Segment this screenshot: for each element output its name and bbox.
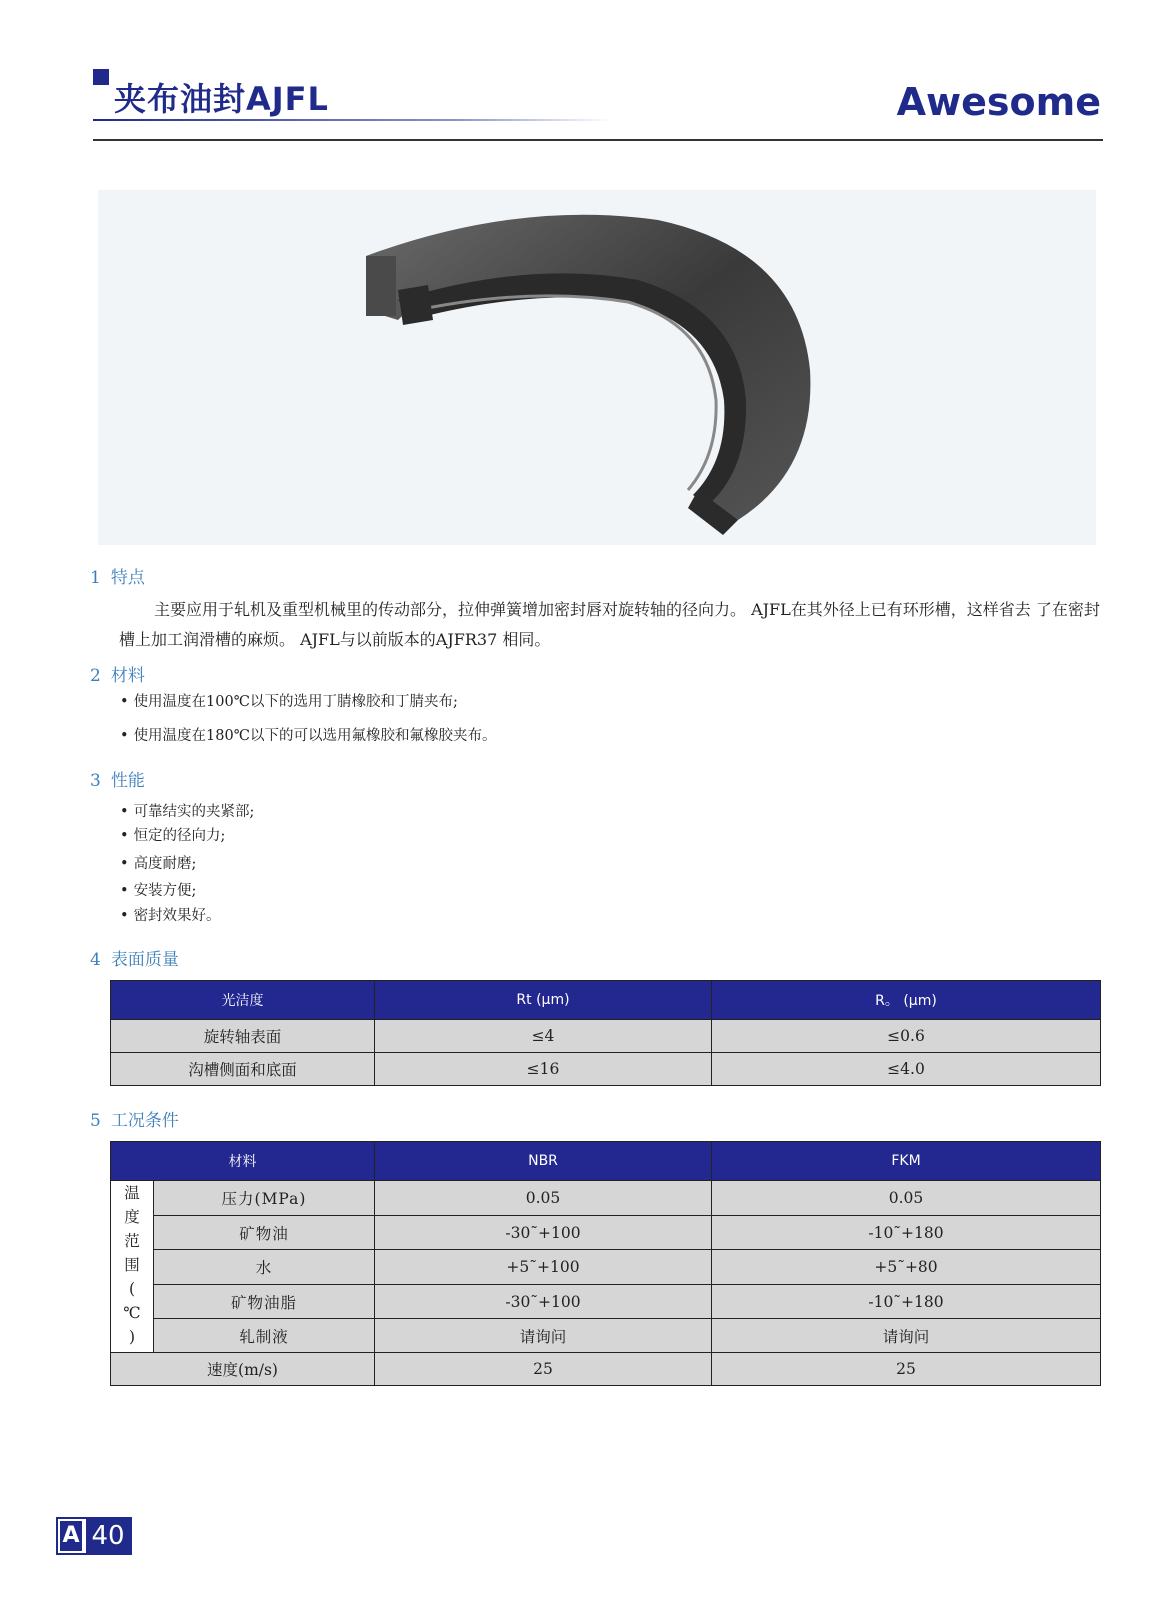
table-cell: ≤4 bbox=[375, 1020, 712, 1053]
table-cell: 0.05 bbox=[375, 1181, 712, 1216]
performance-item: • 密封效果好。 bbox=[120, 904, 221, 925]
page-number-badge bbox=[56, 1517, 132, 1555]
table-row bbox=[111, 1216, 1101, 1250]
features-paragraph: 主要应用于轧机及重型机械里的传动部分，拉伸弹簧增加密封唇对旋转轴的径向力。 AJFL在其外径上已有环形槽，这样省去 了在密封槽上加工润滑槽的麻烦。 AJFL与以前版本的AJFR37 相同。 bbox=[119, 600, 1100, 649]
table-cell: 水 bbox=[154, 1250, 375, 1285]
page-number: 40 bbox=[86, 1519, 130, 1553]
header-divider bbox=[93, 139, 1103, 141]
materials-item: • 使用温度在180℃以下的可以选用氟橡胶和氟橡胶夹布。 bbox=[120, 724, 496, 745]
section-features-heading bbox=[90, 563, 145, 588]
table-cell: +5˜+100 bbox=[375, 1250, 712, 1285]
table-row bbox=[111, 1285, 1101, 1319]
table-cell: 0.05 bbox=[712, 1181, 1101, 1216]
table-cell: 矿物油脂 bbox=[154, 1285, 375, 1319]
table-row bbox=[111, 1250, 1101, 1285]
table-row bbox=[111, 1353, 1101, 1386]
table-header-cell: 材料 bbox=[111, 1142, 375, 1181]
materials-item: • 使用温度在100℃以下的选用丁腈橡胶和丁腈夹布; bbox=[120, 690, 458, 711]
table-cell: -10˜+180 bbox=[712, 1285, 1101, 1319]
table-cell: +5˜+80 bbox=[712, 1250, 1101, 1285]
table-header-cell: R。 (μm) bbox=[712, 981, 1101, 1020]
surface-quality-table bbox=[110, 980, 1101, 1086]
table-header-cell: FKM bbox=[712, 1142, 1101, 1181]
section-number: 1 bbox=[90, 568, 101, 588]
table-header-cell: NBR bbox=[375, 1142, 712, 1181]
operating-conditions-table bbox=[110, 1141, 1101, 1386]
table-cell: -30˜+100 bbox=[375, 1285, 712, 1319]
section-title: 性能 bbox=[110, 771, 145, 791]
section-title: 表面质量 bbox=[110, 950, 179, 970]
table-cell: 请询问 bbox=[712, 1319, 1101, 1353]
section-materials-heading bbox=[90, 661, 145, 686]
table-row bbox=[111, 1020, 1101, 1053]
table-cell: 轧制液 bbox=[154, 1319, 375, 1353]
table-cell: ≤16 bbox=[375, 1053, 712, 1086]
table-row bbox=[111, 1181, 1101, 1216]
vertical-char: 范 bbox=[124, 1232, 140, 1250]
page-letter: A bbox=[60, 1521, 82, 1551]
table-cell: 25 bbox=[375, 1353, 712, 1386]
product-image bbox=[98, 190, 1096, 545]
section-surface-heading bbox=[90, 945, 179, 970]
section-title: 特点 bbox=[110, 568, 145, 588]
performance-item: • 高度耐磨; bbox=[120, 852, 196, 873]
page-title: 夹布油封AJFL bbox=[114, 80, 329, 118]
vertical-char: 温 bbox=[124, 1184, 140, 1202]
section-number: 3 bbox=[90, 771, 101, 791]
table-cell: 25 bbox=[712, 1353, 1101, 1386]
title-underline bbox=[93, 119, 613, 121]
table-cell: ≤4.0 bbox=[712, 1053, 1101, 1086]
vertical-char: 度 bbox=[124, 1208, 140, 1226]
performance-item: • 可靠结实的夹紧部; bbox=[120, 800, 254, 821]
vertical-char: ) bbox=[128, 1328, 136, 1346]
table-header-cell: Rt (μm) bbox=[375, 981, 712, 1020]
section-conditions-heading bbox=[90, 1106, 179, 1131]
table-header-row bbox=[111, 1142, 1101, 1181]
table-cell: 请询问 bbox=[375, 1319, 712, 1353]
brand-logo: Awesome bbox=[896, 80, 1101, 124]
performance-item: • 安装方便; bbox=[120, 879, 196, 900]
table-cell: 矿物油 bbox=[154, 1216, 375, 1250]
section-number: 5 bbox=[90, 1111, 101, 1131]
vertical-char: ( bbox=[128, 1280, 136, 1298]
section-title: 材料 bbox=[110, 666, 145, 686]
table-row bbox=[111, 1053, 1101, 1086]
table-cell: -30˜+100 bbox=[375, 1216, 712, 1250]
section-title: 工况条件 bbox=[110, 1111, 179, 1131]
section-number: 2 bbox=[90, 666, 101, 686]
table-row bbox=[111, 1319, 1101, 1353]
vertical-char: 围 bbox=[124, 1256, 140, 1274]
title-square-icon bbox=[93, 69, 109, 85]
section-performance-heading bbox=[90, 766, 145, 791]
section-number: 4 bbox=[90, 950, 101, 970]
table-header-cell: 光洁度 bbox=[111, 981, 375, 1020]
table-header-row bbox=[111, 981, 1101, 1020]
table-cell: 旋转轴表面 bbox=[111, 1020, 375, 1053]
performance-item: • 恒定的径向力; bbox=[120, 824, 225, 845]
table-cell: -10˜+180 bbox=[712, 1216, 1101, 1250]
table-cell: 沟槽侧面和底面 bbox=[111, 1053, 375, 1086]
temperature-range-label bbox=[111, 1181, 154, 1353]
table-cell: 压力(MPa) bbox=[154, 1181, 375, 1216]
vertical-char: ℃ bbox=[123, 1304, 141, 1322]
table-cell: 速度(m/s) bbox=[111, 1353, 375, 1386]
table-cell: ≤0.6 bbox=[712, 1020, 1101, 1053]
oil-seal-illustration bbox=[98, 190, 1096, 545]
